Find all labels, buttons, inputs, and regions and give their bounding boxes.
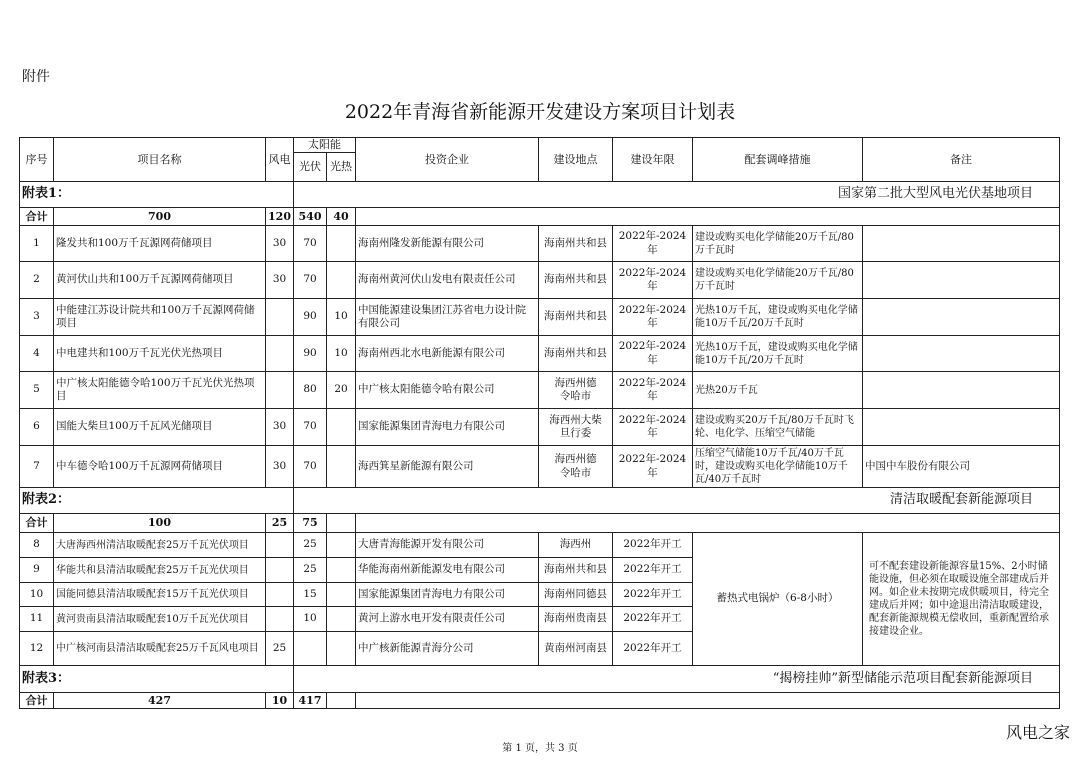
row-storage: 建设或购买电化学储能20万千瓦/80万千瓦时 <box>693 226 863 262</box>
row-storage: 光热20万千瓦 <box>693 372 863 409</box>
row-investor: 中国能源建设集团江苏省电力设计院有限公司 <box>356 299 539 336</box>
row-location: 海南州共和县 <box>539 226 613 262</box>
row-name: 华能共和县清洁取暖配套25万千瓦光伏项目 <box>54 558 266 583</box>
row-name: 中广核太阳能德令哈100万千瓦光伏光热项目 <box>54 372 266 409</box>
row-seq: 3 <box>20 299 54 336</box>
total-wind: 10 <box>266 693 294 709</box>
header-remark: 备注 <box>863 138 1060 182</box>
row-remark <box>863 226 1060 262</box>
row-storage: 光热10万千瓦，建设或购买电化学储能10万千瓦/20万千瓦时 <box>693 336 863 372</box>
row-seq: 12 <box>20 632 54 666</box>
row-location: 海西州 <box>539 533 613 558</box>
row-pv: 25 <box>294 558 327 583</box>
row-name: 国能大柴旦100万千瓦风光储项目 <box>54 409 266 446</box>
row-pv: 90 <box>294 336 327 372</box>
row-years: 2022年开工 <box>613 632 693 666</box>
row-csp <box>327 607 356 632</box>
row-wind <box>266 583 294 607</box>
row-years: 2022年-2024年 <box>613 409 693 446</box>
row-investor: 中广核太阳能德令哈有限公司 <box>356 372 539 409</box>
watermark: 风电之家 <box>1005 723 1070 742</box>
table-row <box>20 299 1060 336</box>
page-title: 2022年青海省新能源开发建设方案项目计划表 <box>344 101 736 123</box>
row-years: 2022年-2024年 <box>613 299 693 336</box>
section-title: “揭榜挂帅”新型储能示范项目配套新能源项目 <box>294 666 1060 693</box>
row-pv: 25 <box>294 533 327 558</box>
row-wind <box>266 558 294 583</box>
total-value: 100 <box>54 514 266 533</box>
row-years: 2022年-2024年 <box>613 336 693 372</box>
section-label: 附表1： <box>20 182 294 208</box>
section-title: 国家第二批大型风电光伏基地项目 <box>294 182 1060 208</box>
row-pv: 70 <box>294 262 327 299</box>
row-pv: 80 <box>294 372 327 409</box>
row-name: 国能同德县清洁取暖配套15万千瓦光伏项目 <box>54 583 266 607</box>
row-location: 黄南州河南县 <box>539 632 613 666</box>
header-years: 建设年限 <box>613 138 693 182</box>
total-wind: 25 <box>266 514 294 533</box>
total-value: 700 <box>54 208 266 226</box>
row-csp <box>327 533 356 558</box>
row-csp <box>327 226 356 262</box>
row-csp: 20 <box>327 372 356 409</box>
row-investor: 国家能源集团青海电力有限公司 <box>356 583 539 607</box>
row-name: 中广核河南县清洁取暖配套25万千瓦风电项目 <box>54 632 266 666</box>
row-investor: 海西箕星新能源有限公司 <box>356 446 539 488</box>
row-pv: 10 <box>294 607 327 632</box>
project-table <box>19 137 1060 709</box>
row-seq: 9 <box>20 558 54 583</box>
row-pv: 70 <box>294 446 327 488</box>
total-csp <box>327 514 356 533</box>
row-seq: 10 <box>20 583 54 607</box>
row-investor: 黄河上游水电开发有限责任公司 <box>356 607 539 632</box>
row-csp <box>327 409 356 446</box>
row-name: 黄河贵南县清洁取暖配套10万千瓦光伏项目 <box>54 607 266 632</box>
row-pv: 15 <box>294 583 327 607</box>
total-value: 427 <box>54 693 266 709</box>
row-years: 2022年开工 <box>613 607 693 632</box>
table-row <box>20 409 1060 446</box>
row-csp <box>327 558 356 583</box>
shared-remark: 可不配套建设新能源容量15%、2小时储能设施，但必须在取暖设施全部建成后并网。如企业未按期完成供暖项目，待完全建成后并网；如中途退出清洁取暖建设，配套新能源规模无偿收回，重新配置给承接建设企业。 <box>863 533 1060 666</box>
row-seq: 11 <box>20 607 54 632</box>
row-wind: 30 <box>266 262 294 299</box>
row-wind: 30 <box>266 409 294 446</box>
table-row <box>20 533 1060 558</box>
section-label: 附表3： <box>20 666 294 693</box>
header-seq: 序号 <box>20 138 54 182</box>
header-name: 项目名称 <box>54 138 266 182</box>
page-footer: 第 1 页，共 3 页 <box>502 743 578 754</box>
row-wind: 25 <box>266 632 294 666</box>
row-name: 中车德令哈100万千瓦源网荷储项目 <box>54 446 266 488</box>
row-years: 2022年-2024年 <box>613 262 693 299</box>
row-wind: 30 <box>266 446 294 488</box>
row-remark <box>863 262 1060 299</box>
row-location: 海西州大柴旦行委 <box>539 409 613 446</box>
row-investor: 国家能源集团青海电力有限公司 <box>356 409 539 446</box>
row-location: 海南州共和县 <box>539 262 613 299</box>
section-title: 清洁取暖配套新能源项目 <box>294 488 1060 514</box>
row-remark <box>863 372 1060 409</box>
total-label: 合计 <box>20 693 54 709</box>
row-years: 2022年-2024年 <box>613 446 693 488</box>
row-name: 大唐海西州清洁取暖配套25万千瓦光伏项目 <box>54 533 266 558</box>
total-label: 合计 <box>20 208 54 226</box>
row-csp: 10 <box>327 299 356 336</box>
row-remark <box>863 299 1060 336</box>
row-seq: 8 <box>20 533 54 558</box>
row-storage: 建设或购买电化学储能20万千瓦/80万千瓦时 <box>693 262 863 299</box>
table-row <box>20 446 1060 488</box>
row-seq: 7 <box>20 446 54 488</box>
header-solar: 太阳能 <box>294 138 356 153</box>
row-seq: 1 <box>20 226 54 262</box>
section-row <box>20 488 1060 514</box>
total-csp <box>327 693 356 709</box>
row-pv: 70 <box>294 409 327 446</box>
total-pv: 75 <box>294 514 327 533</box>
row-csp <box>327 632 356 666</box>
section-row <box>20 182 1060 208</box>
row-wind <box>266 607 294 632</box>
total-pv: 417 <box>294 693 327 709</box>
row-location: 海西州德令哈市 <box>539 446 613 488</box>
section-row <box>20 666 1060 693</box>
row-years: 2022年开工 <box>613 533 693 558</box>
row-storage: 光热10万千瓦，建设或购买电化学储能10万千瓦/20万千瓦时 <box>693 299 863 336</box>
total-wind: 120 <box>266 208 294 226</box>
row-storage: 压缩空气储能10万千瓦/40万千瓦时，建设或购买电化学储能10万千瓦/40万千瓦时 <box>693 446 863 488</box>
section-label: 附表2： <box>20 488 294 514</box>
row-location: 海西州德令哈市 <box>539 372 613 409</box>
row-years: 2022年-2024年 <box>613 226 693 262</box>
header-wind: 风电 <box>266 138 294 182</box>
row-location: 海南州共和县 <box>539 336 613 372</box>
row-location: 海南州共和县 <box>539 558 613 583</box>
header-location: 建设地点 <box>539 138 613 182</box>
shared-storage: 蓄热式电锅炉（6-8小时） <box>693 533 863 666</box>
row-seq: 4 <box>20 336 54 372</box>
row-remark <box>863 409 1060 446</box>
row-remark <box>863 336 1060 372</box>
header-investor: 投资企业 <box>356 138 539 182</box>
total-row <box>20 514 1060 533</box>
total-row <box>20 208 1060 226</box>
row-location: 海南州共和县 <box>539 299 613 336</box>
row-wind: 30 <box>266 226 294 262</box>
row-investor: 海南州黄河伏山发电有限责任公司 <box>356 262 539 299</box>
header-csp: 光热 <box>327 153 356 182</box>
row-remark: 中国中车股份有限公司 <box>863 446 1060 488</box>
row-name: 黄河伏山共和100万千瓦源网荷储项目 <box>54 262 266 299</box>
table-row <box>20 262 1060 299</box>
row-pv <box>294 632 327 666</box>
row-investor: 大唐青海能源开发有限公司 <box>356 533 539 558</box>
row-location: 海南州贵南县 <box>539 607 613 632</box>
table-row <box>20 372 1060 409</box>
attachment-label: 附件 <box>22 69 50 85</box>
row-storage: 建设或购买20万千瓦/80万千瓦时飞轮、电化学、压缩空气储能 <box>693 409 863 446</box>
row-csp: 10 <box>327 336 356 372</box>
header-storage: 配套调峰措施 <box>693 138 863 182</box>
row-seq: 2 <box>20 262 54 299</box>
row-name: 隆发共和100万千瓦源网荷储项目 <box>54 226 266 262</box>
row-name: 中能建江苏设计院共和100万千瓦源网荷储项目 <box>54 299 266 336</box>
row-pv: 70 <box>294 226 327 262</box>
row-pv: 90 <box>294 299 327 336</box>
row-csp <box>327 262 356 299</box>
row-seq: 5 <box>20 372 54 409</box>
row-wind <box>266 533 294 558</box>
table-row <box>20 336 1060 372</box>
table-row <box>20 226 1060 262</box>
row-investor: 海南州西北水电新能源有限公司 <box>356 336 539 372</box>
total-label: 合计 <box>20 514 54 533</box>
row-seq: 6 <box>20 409 54 446</box>
row-location: 海南州同德县 <box>539 583 613 607</box>
row-csp <box>327 446 356 488</box>
row-wind <box>266 299 294 336</box>
total-pv: 540 <box>294 208 327 226</box>
row-name: 中电建共和100万千瓦光伏光热项目 <box>54 336 266 372</box>
row-years: 2022年-2024年 <box>613 372 693 409</box>
row-wind <box>266 336 294 372</box>
total-row <box>20 693 1060 709</box>
total-csp: 40 <box>327 208 356 226</box>
row-csp <box>327 583 356 607</box>
row-investor: 华能海南州新能源发电有限公司 <box>356 558 539 583</box>
header-pv: 光伏 <box>294 153 327 182</box>
row-years: 2022年开工 <box>613 558 693 583</box>
row-investor: 海南州隆发新能源有限公司 <box>356 226 539 262</box>
row-wind <box>266 372 294 409</box>
row-years: 2022年开工 <box>613 583 693 607</box>
row-investor: 中广核新能源青海分公司 <box>356 632 539 666</box>
